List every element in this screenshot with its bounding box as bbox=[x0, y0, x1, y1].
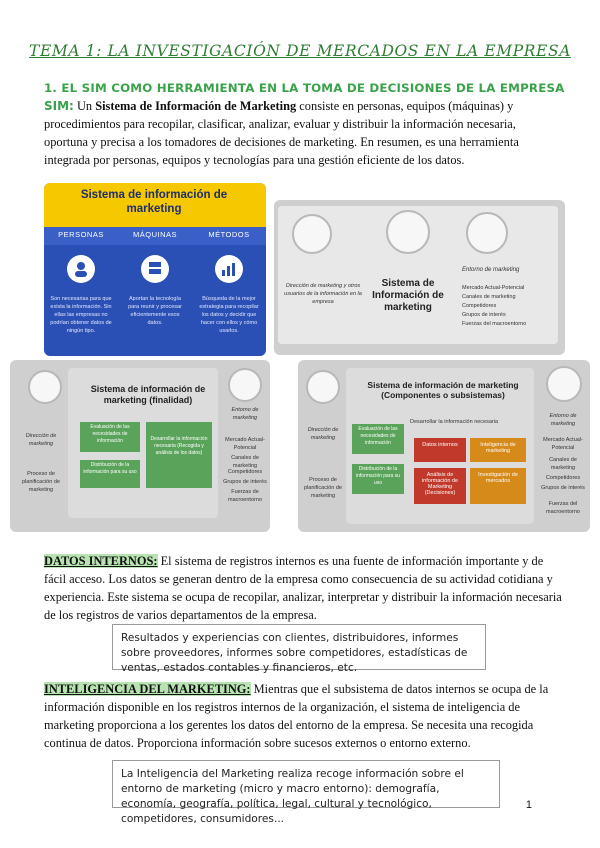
analysis-box: Análisis de información de Marketing (Decisiones) bbox=[414, 468, 466, 504]
environment-item: Canales de marketing bbox=[549, 457, 577, 471]
center-title: Sistema de Información de marketing bbox=[372, 278, 444, 313]
finalidad-title: Sistema de información de marketing (finalidad) bbox=[90, 384, 206, 405]
sim-text-b: consiste en personas, equipos (máquinas) y procedimientos para recopilar, clasificar, analizar, evaluar y distribuir la información necesaria, oportuna y precisa a los tomadores de decisiones de marketing. En resumen, es una herramienta integrada por personas, equipos y tecnologías para una gestión eficiente de los datos. bbox=[44, 99, 519, 167]
environment-title: Entorno de marketing bbox=[549, 413, 577, 427]
people-network-icon bbox=[546, 366, 582, 402]
infographic-title: Sistema de información de marketing bbox=[80, 189, 228, 215]
server-icon bbox=[141, 255, 169, 283]
internal-data-label: DATOS INTERNOS: bbox=[44, 554, 158, 568]
internal-data-text: El sistema de registros internos es una fuente de información importante y de fácil acceso. Los datos se generan dentro de la empresa como consecuencia de su actividad cotidiana y experiencia. Este sistema se ocupa de recopilar, analizar, interpretar y distribuir la información necesaria de los registros de varios departamentos de la empresa. bbox=[44, 554, 562, 622]
intelligence-label: INTELIGENCIA DEL MARKETING: bbox=[44, 682, 251, 696]
infographic-components bbox=[44, 183, 266, 356]
direction-label: Dirección de marketing bbox=[25, 433, 57, 447]
sim-paragraph bbox=[44, 97, 562, 169]
planning-label: Proceso de planificación de marketing bbox=[22, 471, 60, 493]
distribution-box: Distribución de la información para su uso bbox=[352, 464, 404, 494]
metodos-text: Búsqueda de la mejor estrategia para recopilar los datos y decidir que hacer con ellos y cómo usarlos. bbox=[199, 296, 259, 334]
distribution-box: Distribución de la información para su uso bbox=[80, 460, 140, 488]
environment-item: Fuerzas del macroentorno bbox=[546, 501, 580, 515]
componentes-title: Sistema de información de marketing (Componentes o subsistemas) bbox=[367, 380, 519, 400]
environment-item: Canales de marketing bbox=[462, 294, 516, 300]
intelligence-box: La Inteligencia del Marketing realiza recoge información sobre el entorno de marketing (micro y macro entorno): demografía, economía, geografía, política, legal, cultural y tecnológico, competidores, consumidores... bbox=[112, 760, 500, 808]
people-network-icon bbox=[466, 212, 508, 254]
section-heading: 1. EL SIM COMO HERRAMIENTA EN LA TOMA DE DECISIONES DE LA EMPRESA bbox=[44, 81, 565, 95]
people-icon bbox=[67, 255, 95, 283]
environment-item: Fuerzas del macroentorno bbox=[462, 321, 527, 327]
infographic-finalidad bbox=[10, 360, 270, 532]
maquinas-text: Aportan la tecnología para reunir y procesar eficientemente esos datos. bbox=[128, 296, 182, 326]
environment-item: Mercado Actual-Potencial bbox=[225, 437, 265, 451]
planning-label: Proceso de planificación de marketing bbox=[304, 477, 342, 499]
internal-data-paragraph bbox=[44, 552, 562, 624]
people-network-icon bbox=[228, 368, 262, 402]
environment-item: Canales de marketing bbox=[231, 455, 259, 469]
internal-data-box: Resultados y experiencias con clientes, distribuidores, informes sobre proveedores, informes sobre competidores, estadísticas de ventas, estados contables y financieros, etc. bbox=[112, 624, 486, 670]
infographic-environment bbox=[274, 200, 565, 355]
direction-label: Dirección de marketing bbox=[307, 427, 339, 441]
page-number: 1 bbox=[525, 799, 532, 811]
page-title: TEMA 1: LA INVESTIGACIÓN DE MERCADOS EN LA EMPRESA bbox=[29, 42, 571, 60]
analytics-icon bbox=[215, 255, 243, 283]
internal-data-box: Datos internos bbox=[414, 438, 466, 462]
users-text: Dirección de marketing y otros usuarios de la información en la empresa bbox=[284, 283, 362, 305]
environment-item: Mercado Actual-Potencial bbox=[462, 285, 525, 291]
team-icon bbox=[28, 370, 62, 404]
develop-box: Desarrollar la información necesaria (Recogida y análisis de los datos) bbox=[146, 422, 212, 488]
column-metodos: MÉTODOS bbox=[208, 230, 250, 239]
research-box: Investigación de mercados bbox=[470, 468, 526, 504]
sim-label: SIM: bbox=[44, 99, 74, 113]
column-personas: PERSONAS bbox=[58, 230, 104, 239]
environment-item: Competidores bbox=[227, 469, 263, 475]
intelligence-paragraph bbox=[44, 680, 562, 752]
environment-item: Grupos de interés bbox=[223, 479, 267, 485]
environment-item: Mercado Actual-Potencial bbox=[543, 437, 583, 451]
sim-text-a: Un bbox=[73, 99, 96, 113]
environment-item: Competidores bbox=[545, 475, 581, 481]
team-icon bbox=[292, 214, 332, 254]
personas-text: Son necesarias para que exista la información. Sin ellas las empresas no podrían obtener datos de ningún tipo. bbox=[50, 296, 112, 334]
environment-title: Entorno de marketing bbox=[462, 267, 520, 273]
environment-item: Grupos de interés bbox=[462, 312, 506, 318]
intelligence-text: Mientras que el subsistema de datos internos se ocupa de la información disponible en los registros internos de la organización, el sistema de inteligencia de marketing proporciona a los gerentes los datos del entorno de la empresa. Se necesita una recogida continua de datos. Proporciona información sobre sucesos externos o entorno externo. bbox=[44, 682, 549, 750]
environment-item: Grupos de interés bbox=[541, 485, 585, 491]
develop-label: Desarrollar la información necesaria bbox=[410, 419, 499, 425]
environment-item: Competidores bbox=[462, 303, 497, 309]
intelligence-box: Inteligencia de marketing bbox=[470, 438, 526, 462]
evaluation-box: Evaluación de las necesidades de información bbox=[352, 424, 404, 454]
column-maquinas: MÁQUINAS bbox=[132, 230, 177, 239]
environment-item: Fuerzas de macroentorno bbox=[228, 489, 262, 503]
infographic-componentes bbox=[298, 360, 590, 532]
globe-icon bbox=[386, 210, 430, 254]
sim-bold-term: Sistema de Información de Marketing bbox=[95, 99, 297, 113]
evaluation-box: Evaluación de las necesidades de información bbox=[80, 422, 140, 452]
team-icon bbox=[306, 370, 340, 404]
environment-title: Entorno de marketing bbox=[231, 407, 259, 421]
